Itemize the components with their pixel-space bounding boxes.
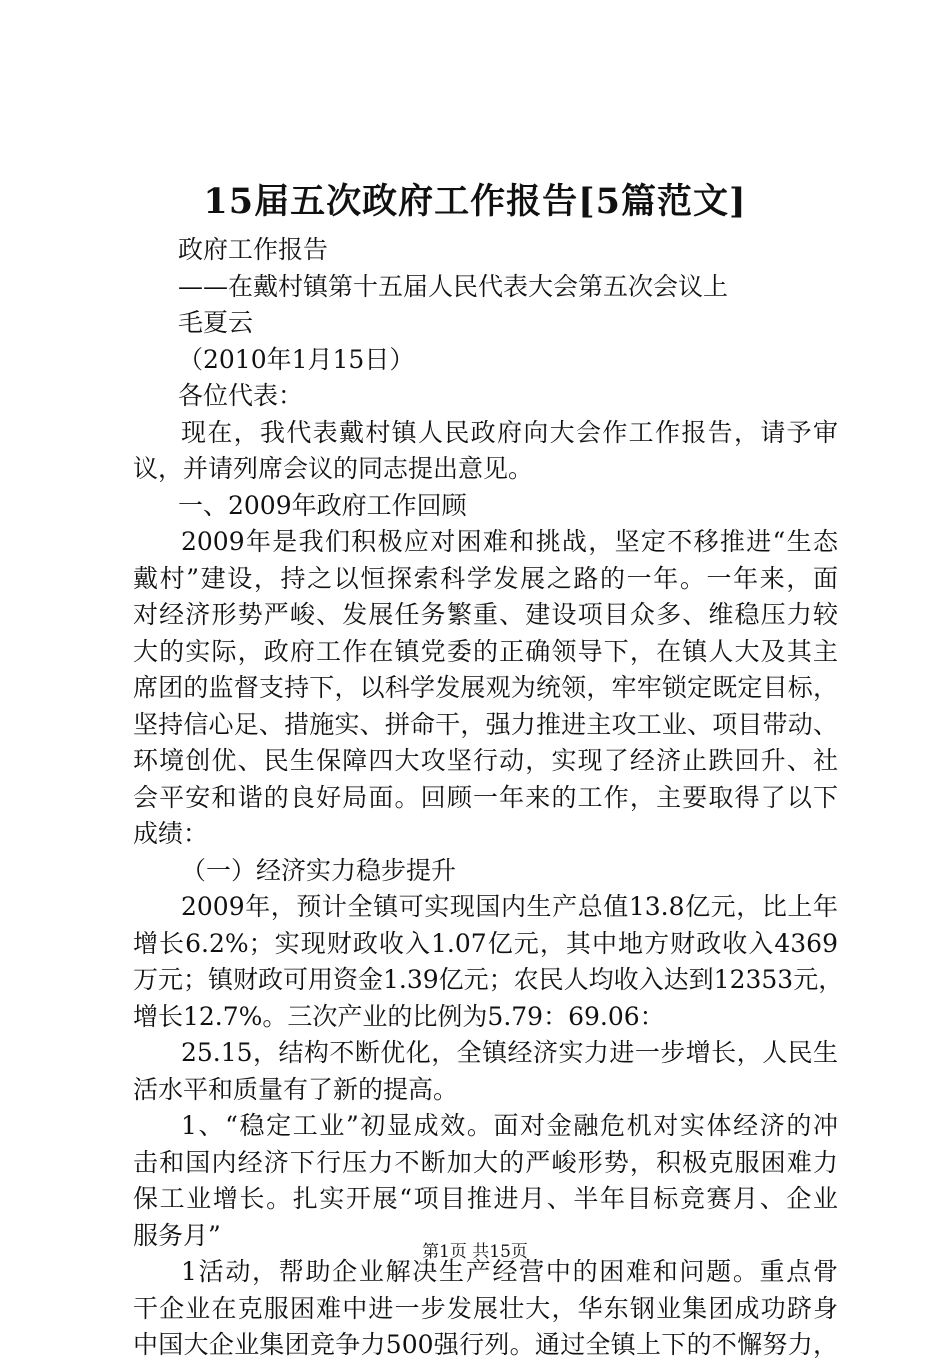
paragraph-line: 服务月”	[133, 1220, 221, 1250]
subsection-heading: （一）经济实力稳步提升	[181, 855, 457, 885]
document-title: 15届五次政府工作报告[5篇范文]	[203, 181, 747, 222]
paragraph-line: 坚持信心足、措施实、拼命干，强力推进主攻工业、项目带动、	[133, 709, 838, 739]
report-heading: 政府工作报告	[178, 235, 329, 264]
paragraph-line: 万元；镇财政可用资金1.39亿元；农民人均收入达到12353元，	[133, 965, 844, 994]
report-author: 毛夏云	[178, 308, 254, 337]
paragraph-line: 成绩：	[133, 819, 209, 848]
salutation: 各位代表：	[178, 381, 304, 410]
paragraph-line: 中国大企业集团竞争力500强行列。通过全镇上下的不懈努力，	[133, 1330, 838, 1359]
page-footer: 第1页 共15页	[422, 1242, 528, 1262]
paragraph-line: 2009年是我们积极应对困难和挑战，坚定不移推进“生态	[181, 527, 838, 556]
paragraph-line: 环境创优、民生保障四大攻坚行动，实现了经济止跌回升、社	[133, 746, 838, 775]
paragraph-line: 保工业增长。扎实开展“项目推进月、半年目标竞赛月、企业	[133, 1184, 838, 1213]
paragraph-line: 席团的监督支持下，以科学发展观为统领，牢牢锁定既定目标，	[133, 673, 838, 702]
paragraph-line: 增长6.2%；实现财政收入1.07亿元，其中地方财政收入4369	[133, 928, 838, 958]
document-body	[133, 232, 844, 1364]
paragraph-line: 1活动，帮助企业解决生产经营中的困难和问题。重点骨	[181, 1257, 838, 1286]
paragraph-line: 对经济形势严峻、发展任务繁重、建设项目众多、维稳压力较	[133, 600, 838, 629]
paragraph-line: 2009年，预计全镇可实现国内生产总值13.8亿元，比上年	[181, 892, 838, 921]
paragraph-line: 议，并请列席会议的同志提出意见。	[133, 454, 534, 483]
paragraph-line: 干企业在克服困难中进一步发展壮大，华东钢业集团成功跻身	[133, 1293, 838, 1323]
report-date: （2010年1月15日）	[178, 344, 415, 374]
paragraph-line: 增长12.7%。三次产业的比例为5.79：69.06：	[133, 1001, 665, 1031]
report-subtitle: ——在戴村镇第十五届人民代表大会第五次会议上	[178, 271, 729, 301]
section-heading: 一、2009年政府工作回顾	[178, 490, 467, 520]
paragraph-line: 1、“稳定工业”初显成效。面对金融危机对实体经济的冲	[181, 1111, 838, 1140]
paragraph-line: 25.15，结构不断优化，全镇经济实力进一步增长，人民生	[181, 1038, 838, 1067]
paragraph-line: 现在，我代表戴村镇人民政府向大会作工作报告，请予审	[181, 417, 838, 447]
paragraph-line: 大的实际，政府工作在镇党委的正确领导下，在镇人大及其主	[133, 636, 838, 666]
paragraph-line: 击和国内经济下行压力不断加大的严峻形势，积极克服困难力	[133, 1147, 838, 1177]
paragraph-line: 戴村”建设，持之以恒探索科学发展之路的一年。一年来，面	[133, 563, 838, 593]
paragraph-line: 活水平和质量有了新的提高。	[133, 1074, 459, 1104]
paragraph-line: 会平安和谐的良好局面。回顾一年来的工作，主要取得了以下	[133, 782, 838, 812]
